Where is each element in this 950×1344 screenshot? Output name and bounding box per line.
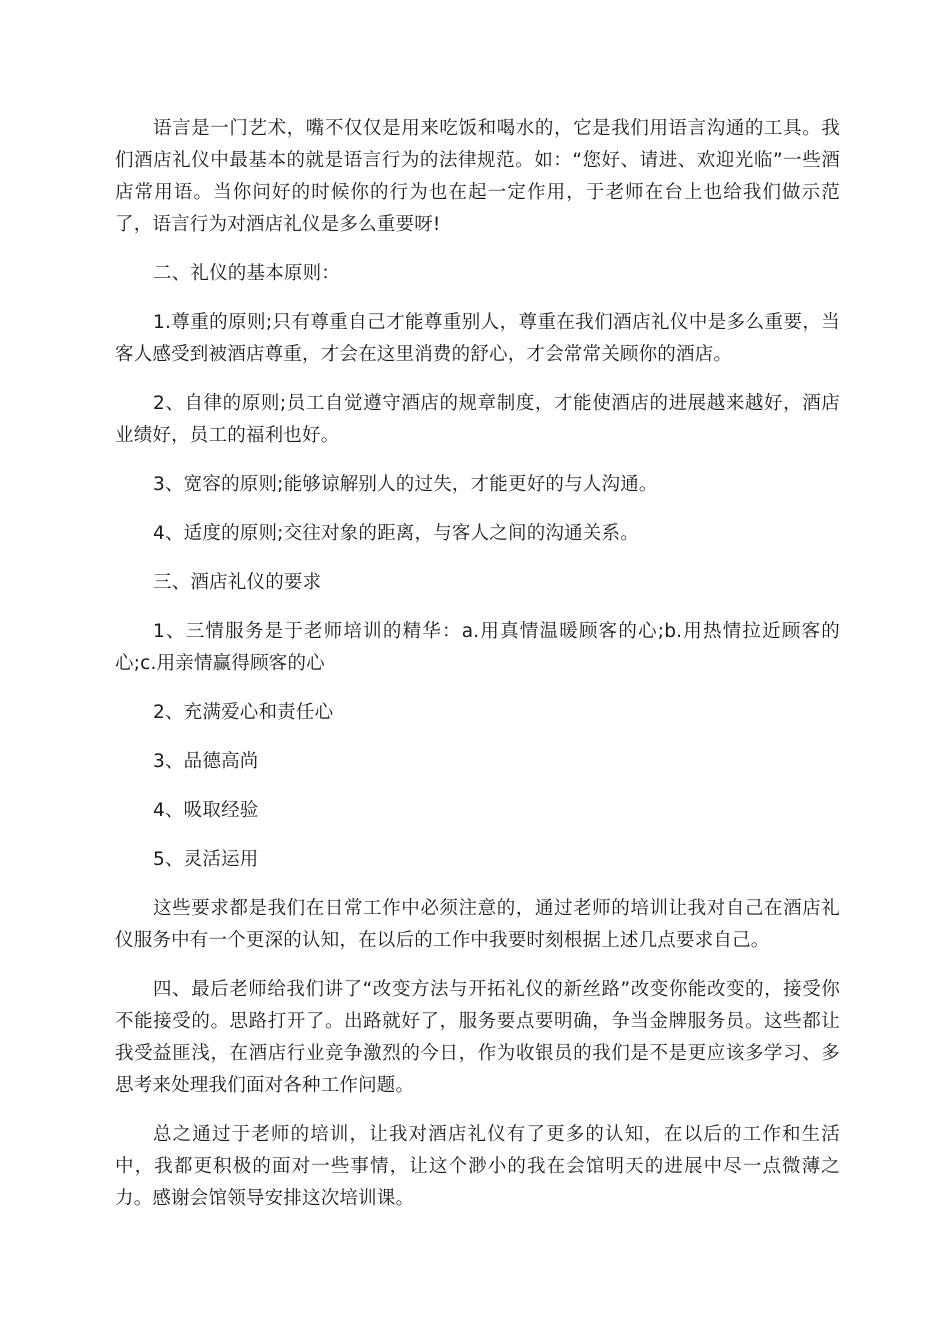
paragraph-principle-respect: 1.尊重的原则;只有尊重自己才能尊重别人，尊重在我们酒店礼仪中是多么重要，当客人感受到被酒店尊重，才会在这里消费的舒心，才会常常关顾你的酒店。 [115, 312, 840, 365]
paragraph-requirement-love-responsibility: 2、充满爱心和责任心 [153, 702, 334, 723]
paragraph-conclusion: 总之通过于老师的培训，让我对酒店礼仪有了更多的认知，在以后的工作和生活中，我都更积极的面对一些事情，让这个渺小的我在会馆明天的进展中尽一点微薄之力。感谢会馆领导安排这次培训课。 [115, 1124, 840, 1209]
document-body [115, 113, 840, 1232]
paragraph-requirement-flexibility: 5、灵活运用 [153, 849, 259, 870]
heading-basic-principles: 二、礼仪的基本原则： [153, 263, 341, 284]
paragraph-requirements-summary: 这些要求都是我们在日常工作中必须注意的，通过老师的培训让我对自己在酒店礼仪服务中有一个更深的认知，在以后的工作中我要时刻根据上述几点要求自己。 [115, 898, 840, 951]
paragraph-requirement-experience: 4、吸取经验 [153, 800, 259, 821]
paragraph-language-etiquette: 语言是一门艺术，嘴不仅仅是用来吃饭和喝水的，它是我们用语言沟通的工具。我们酒店礼仪中最基本的就是语言行为的法律规范。如：“您好、请进、欢迎光临”一些酒店常用语。当你问好的时候你的行为也在起一定作用，于老师在台上也给我们做示范了，语言行为对酒店礼仪是多么重要呀! [115, 118, 840, 235]
paragraph-principle-tolerance: 3、宽容的原则;能够谅解别人的过失，才能更好的与人沟通。 [153, 474, 658, 495]
heading-etiquette-requirements: 三、酒店礼仪的要求 [153, 572, 322, 593]
paragraph-principle-self-discipline: 2、自律的原则;员工自觉遵守酒店的规章制度，才能使酒店的进展越来越好，酒店业绩好，员工的福利也好。 [115, 393, 840, 446]
paragraph-section-four: 四、最后老师给我们讲了“改变方法与开拓礼仪的新丝路”改变你能改变的，接受你不能接受的。思路打开了。出路就好了，服务要点要明确，争当金牌服务员。这些都让我受益匪浅，在酒店行业竞争激烈的今日，作为收银员的我们是不是更应该多学习、多思考来处理我们面对各种工作问题。 [115, 979, 840, 1096]
paragraph-principle-moderation: 4、适度的原则;交往对象的距离，与客人之间的沟通关系。 [153, 523, 639, 544]
paragraph-requirement-morality: 3、品德高尚 [153, 751, 259, 772]
paragraph-requirement-three-feelings: 1、三情服务是于老师培训的精华：a.用真情温暖顾客的心;b.用热情拉近顾客的心;c.用亲情赢得顾客的心 [115, 621, 840, 674]
